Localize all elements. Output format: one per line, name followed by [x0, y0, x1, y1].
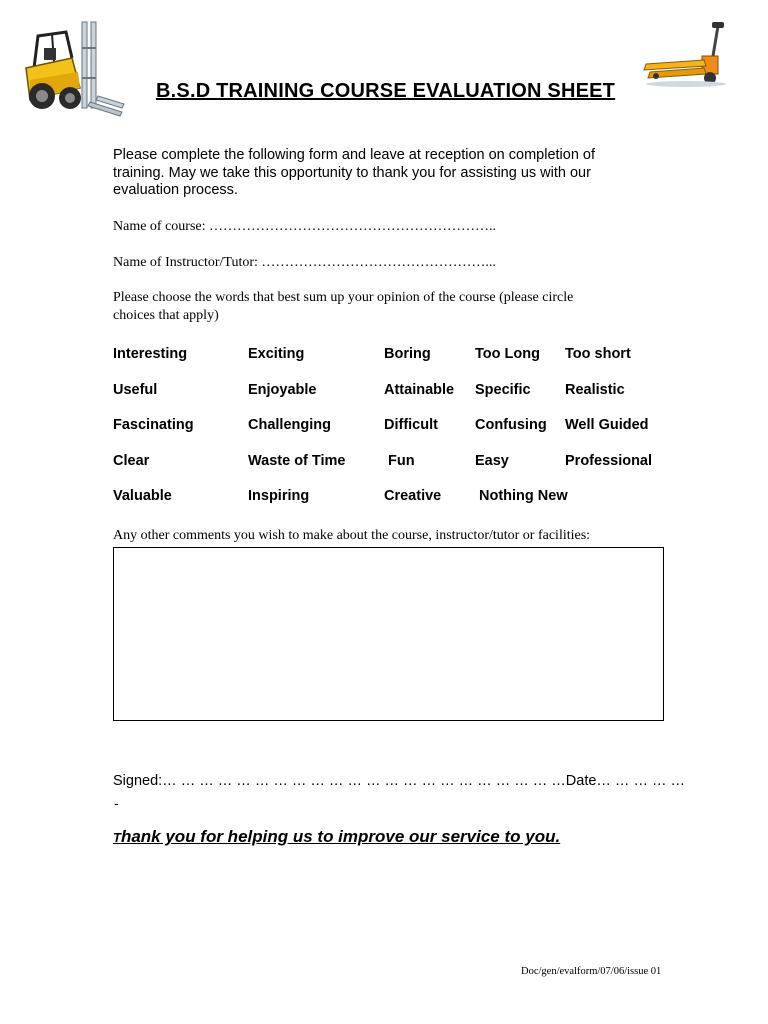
course-name-field[interactable]: Name of course: …………………………………………………….. [113, 219, 497, 234]
choice-word[interactable]: Enjoyable [248, 382, 317, 398]
choice-word[interactable]: Nothing New [479, 488, 568, 504]
choice-word[interactable]: Easy [475, 453, 509, 469]
choice-word[interactable]: Realistic [565, 382, 625, 398]
intro-paragraph: Please complete the following form and leave at reception on completion of training. May we take this opportunity to thank you for assisting us with our evaluation process. [113, 147, 596, 198]
choice-word[interactable]: Waste of Time [248, 453, 346, 469]
comments-textarea[interactable] [113, 547, 664, 721]
choice-word[interactable]: Specific [475, 382, 531, 398]
choice-word[interactable]: Challenging [248, 417, 331, 433]
page-title: B.S.D TRAINING COURSE EVALUATION SHEET [156, 80, 616, 102]
choice-word[interactable]: Fascinating [113, 417, 194, 433]
choose-instruction-line-1: Please choose the words that best sum up your opinion of the course (please circle [113, 290, 574, 305]
instructor-name-field[interactable]: Name of Instructor/Tutor: …………………………………………... [113, 255, 496, 270]
thank-you-initial: T [113, 830, 121, 845]
dash-mark: - [114, 795, 119, 811]
choice-word[interactable]: Fun [388, 453, 415, 469]
choose-instruction-line-2: choices that apply) [113, 308, 219, 323]
choice-word[interactable]: Interesting [113, 346, 188, 362]
document-reference: Doc/gen/evalform/07/06/issue 01 [521, 966, 662, 977]
thank-you-text: hank you for helping us to improve our service to you. [120, 827, 561, 846]
choice-word[interactable]: Attainable [384, 382, 455, 398]
pallet-jack-icon [640, 20, 732, 90]
choice-word[interactable]: Exciting [248, 346, 305, 362]
choice-word[interactable]: Professional [565, 453, 653, 469]
choice-word[interactable]: Clear [113, 453, 150, 469]
signature-date-line[interactable]: Signed:… … … … … … … … … … … … … … … … … … … … … …Date… … … … … [113, 773, 686, 789]
choice-word[interactable]: Inspiring [248, 488, 310, 504]
choice-word[interactable]: Boring [384, 346, 431, 362]
choice-word[interactable]: Valuable [113, 488, 172, 504]
choice-word[interactable]: Confusing [475, 417, 547, 433]
thank-you-message [113, 827, 560, 847]
choice-word[interactable]: Too short [565, 346, 631, 362]
choice-word[interactable]: Creative [384, 488, 442, 504]
comments-label: Any other comments you wish to make about the course, instructor/tutor or facilities: [113, 528, 591, 543]
forklift-icon [20, 18, 125, 120]
choice-word[interactable]: Difficult [384, 417, 438, 433]
choice-word[interactable]: Useful [113, 382, 158, 398]
choice-word[interactable]: Well Guided [565, 417, 649, 433]
choice-word[interactable]: Too Long [475, 346, 540, 362]
